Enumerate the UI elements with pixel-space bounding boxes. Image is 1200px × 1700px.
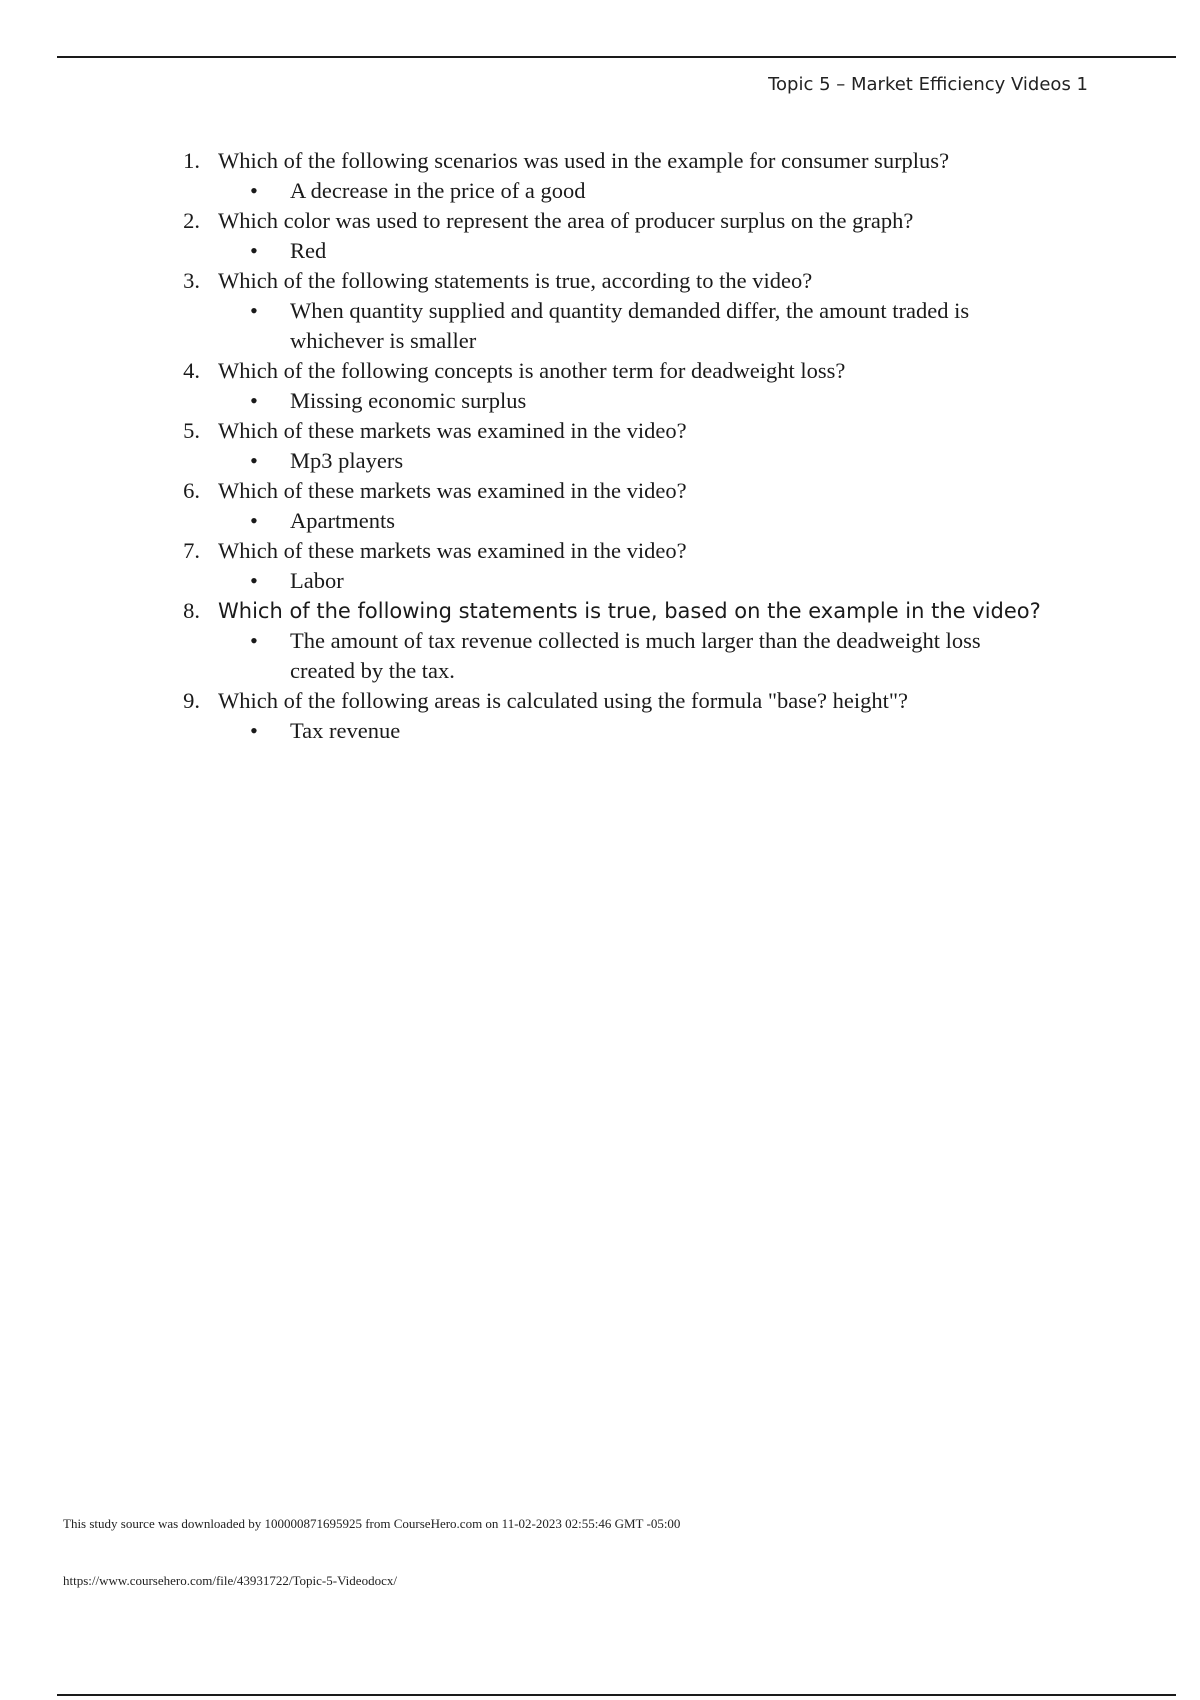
footer-rule <box>57 1694 1176 1696</box>
question-number: 4. <box>183 358 200 383</box>
question-number: 2. <box>183 208 200 233</box>
answer-item <box>178 716 1098 746</box>
question-item <box>178 596 1098 626</box>
question-item <box>178 146 1098 176</box>
question-text: Which of these markets was examined in the video? <box>218 418 687 443</box>
bullet-icon: • <box>250 178 258 203</box>
question-item <box>178 266 1098 296</box>
question-item <box>178 416 1098 446</box>
source-url[interactable]: https://www.coursehero.com/file/43931722/Topic-5-Videodocx/ <box>63 1573 397 1588</box>
answer-item <box>178 386 1098 416</box>
question-text: Which of the following statements is true, according to the video? <box>218 268 813 293</box>
question-text: Which of the following statements is true, based on the example in the video? <box>218 599 1041 623</box>
question-text: Which of the following scenarios was used in the example for consumer surplus? <box>218 148 950 173</box>
question-number: 7. <box>183 538 200 563</box>
question-text: Which of these markets was examined in the video? <box>218 478 687 503</box>
answer-item <box>178 446 1098 476</box>
question-text: Which of the following concepts is another term for deadweight loss? <box>218 358 846 383</box>
question-list <box>178 146 1098 746</box>
question-number: 9. <box>183 688 200 713</box>
question-text: Which color was used to represent the area of producer surplus on the graph? <box>218 208 914 233</box>
download-source-note: This study source was downloaded by 100000871695925 from CourseHero.com on 11-02-2023 02:55:46 GMT -05:00 <box>63 1516 681 1531</box>
answer-item <box>178 176 1098 206</box>
answer-text: Missing economic surplus <box>290 388 527 413</box>
bullet-icon: • <box>250 298 258 323</box>
answer-text: A decrease in the price of a good <box>290 178 586 203</box>
bullet-icon: • <box>250 238 258 263</box>
answer-item <box>178 236 1098 266</box>
bullet-icon: • <box>250 508 258 533</box>
answer-text: When quantity supplied and quantity demanded differ, the amount traded is whichever is smaller <box>290 298 970 353</box>
question-text: Which of these markets was examined in the video? <box>218 538 687 563</box>
bullet-icon: • <box>250 628 258 653</box>
question-number: 5. <box>183 418 200 443</box>
answer-item <box>178 626 1098 686</box>
answer-item <box>178 296 1098 356</box>
answer-item <box>178 506 1098 536</box>
answer-text: Labor <box>290 568 344 593</box>
bullet-icon: • <box>250 388 258 413</box>
header-rule <box>57 56 1176 58</box>
answer-text: Mp3 players <box>290 448 404 473</box>
question-text: Which of the following areas is calculated using the formula "base? height"? <box>218 688 909 713</box>
question-number: 1. <box>183 148 200 173</box>
page-header-title: Topic 5 – Market Efficiency Videos 1 <box>768 74 1088 95</box>
bullet-icon: • <box>250 568 258 593</box>
question-item <box>178 686 1098 716</box>
question-number: 6. <box>183 478 200 503</box>
bullet-icon: • <box>250 718 258 743</box>
question-number: 3. <box>183 268 200 293</box>
question-item <box>178 206 1098 236</box>
answer-text: Tax revenue <box>290 718 401 743</box>
question-number: 8. <box>183 598 200 623</box>
question-item <box>178 536 1098 566</box>
answer-text: Red <box>290 238 327 263</box>
answer-text: The amount of tax revenue collected is much larger than the deadweight loss created by the tax. <box>290 628 981 683</box>
answer-text: Apartments <box>290 508 395 533</box>
question-item <box>178 356 1098 386</box>
question-item <box>178 476 1098 506</box>
answer-item <box>178 566 1098 596</box>
bullet-icon: • <box>250 448 258 473</box>
